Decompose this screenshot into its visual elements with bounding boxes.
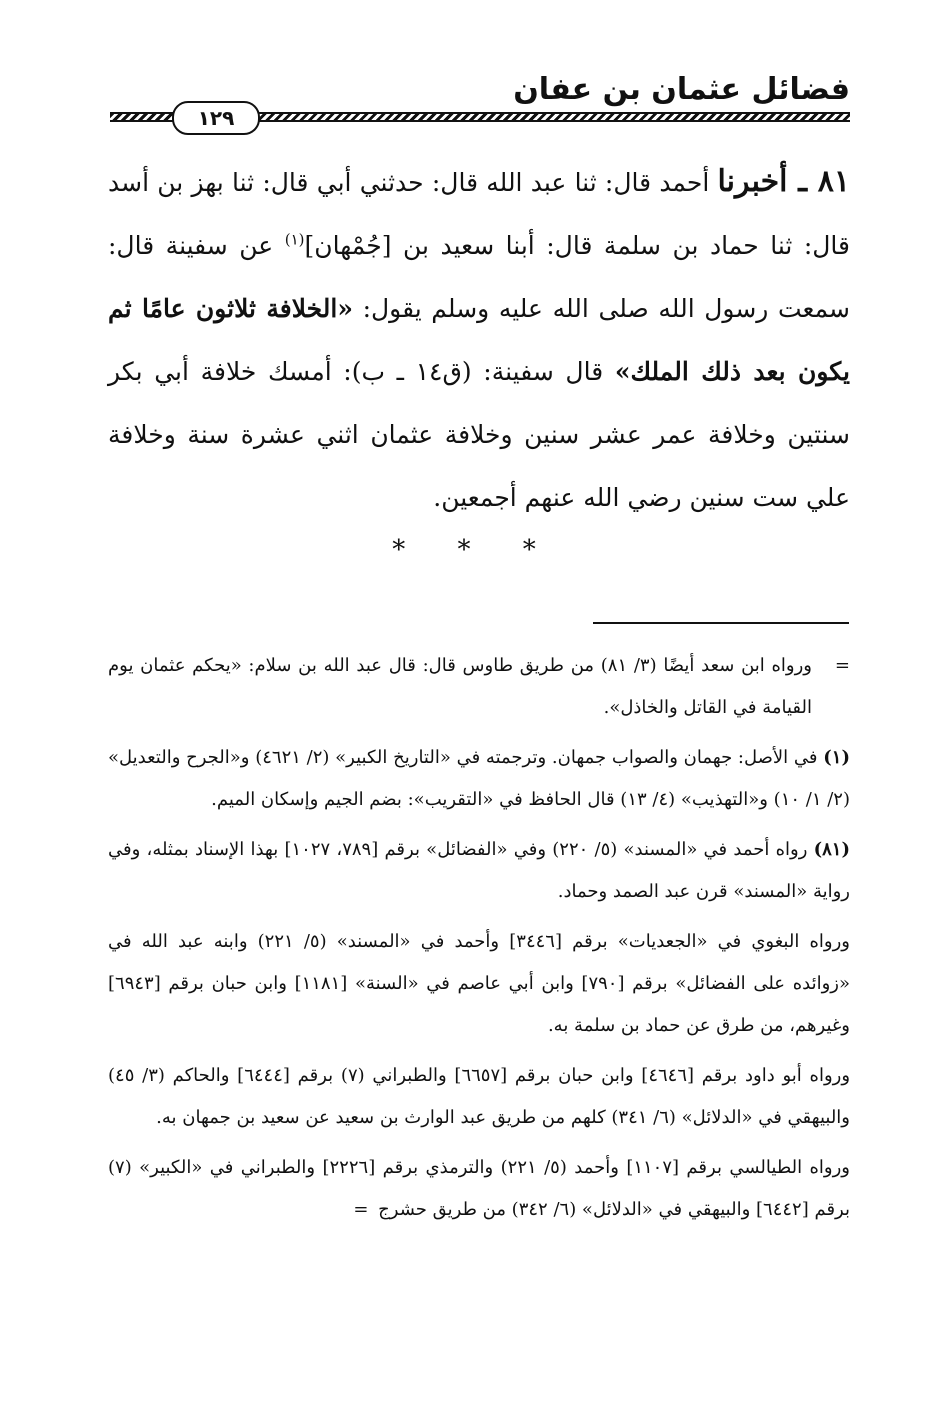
footnote-81-para-3: ورواه أبو داود برقم [٤٦٤٦] وابن حبان برقم [٦٦٥٧] والطبراني (٧) برقم [٦٤٤٤] والحاكم (٣/ ٤٥) والبيهقي في «الدلائل» (٦/ ٣٤١) كلهم من طريق عبد الوارث بن سعيد عن سعيد بن جمهان به. bbox=[108, 1065, 851, 1128]
footnote-81-number: (٨١) bbox=[813, 839, 851, 860]
page-number: ١٢٩ bbox=[172, 101, 260, 135]
footnote-81-para-4 bbox=[108, 1147, 850, 1231]
hadith-chain-part2: عن سفينة قال: سمعت رسول الله صلى الله عليه وسلم يقول: bbox=[108, 231, 850, 323]
footnote-81-text: رواه أحمد في «المسند» (٥/ ٢٢٠) وفي «الفضائل» برقم [٧٨٩، ١٠٢٧] بهذا الإسناد بمثله، وفي رواية «المسند» قرن عبد الصمد وحماد. bbox=[108, 839, 850, 902]
footnote-continuation bbox=[108, 645, 850, 729]
continuation-marker-end: = bbox=[353, 1199, 369, 1220]
footnote-1 bbox=[108, 737, 850, 821]
hadith-chain-part1: أحمد قال: ثنا عبد الله قال: حدثني أبي قال: ثنا بهز بن أسد قال: ثنا حماد بن سلمة قال: أبنا سعيد بن [جُمْهان] bbox=[108, 168, 850, 260]
continuation-marker-start: = bbox=[834, 655, 850, 676]
footnote-81-para-2: ورواه البغوي في «الجعديات» برقم [٣٤٤٦] وأحمد في «المسند» (٥/ ٢٢١) وابنه عبد الله في «زوائده على الفضائل» برقم [٧٩٠] وابن أبي عاصم في «السنة» [١١٨١] وابن حبان برقم [٦٩٤٣] وغيرهم، من طرق عن حماد بن سلمة به. bbox=[108, 931, 850, 1036]
footnote-1-text: في الأصل: جهمان والصواب جمهان. وترجمته في «التاريخ الكبير» (٢/ ٤٦٢١) و«الجرح والتعديل» (٢/ ١/ ١٠) و«التهذيب» (٤/ ١٣) قال الحافظ في «التقريب»: بضم الجيم وإسكان الميم. bbox=[108, 747, 850, 810]
running-header-title: فضائل عثمان بن عفان bbox=[513, 72, 850, 107]
footnote-81-para-4-text: ورواه الطيالسي برقم [١١٠٧] وأحمد (٥/ ٢٢١) والترمذي برقم [٢٢٢٦] والطبراني في «الكبير» (٧) برقم [٦٤٤٢] والبيهقي في «الدلائل» (٦/ ٣٤٢) من طريق حشرج bbox=[108, 1157, 850, 1220]
footnote-rule bbox=[593, 622, 849, 624]
hadith-quote: «الخلافة ثلاثون عامًا ثم يكون بعد ذلك الملك» bbox=[108, 294, 850, 386]
footnotes bbox=[108, 645, 850, 1239]
footnote-81 bbox=[108, 829, 850, 913]
footnote-ref[interactable]: (١) bbox=[284, 230, 305, 249]
hadith-text bbox=[108, 150, 850, 529]
hadith-chain-part3: قال سفينة: (ق١٤ ـ ب): أمسك خلافة أبي بكر سنتين وخلافة عمر عشر سنين وخلافة عثمان اثني عشرة سنة وخلافة علي ست سنين رضي الله عنهم أجمعين. bbox=[108, 357, 850, 512]
footnote-continuation-text: ورواه ابن سعد أيضًا (٣/ ٨١) من طريق طاوس قال: قال عبد الله بن سلام: «يحكم عثمان يوم القيامة في القاتل والخاذل». bbox=[108, 655, 812, 718]
footnote-1-number: (١) bbox=[823, 747, 850, 768]
hadith-label: ٨١ ـ أخبرنا bbox=[717, 164, 851, 199]
section-separator: * * * bbox=[392, 535, 558, 565]
